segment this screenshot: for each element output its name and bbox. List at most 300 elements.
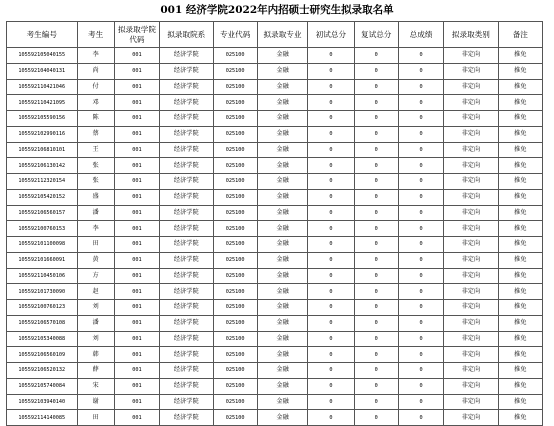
- cell-candidate-name: 王: [77, 142, 114, 158]
- cell-total-score: 0: [398, 394, 443, 410]
- cell-total-score: 0: [398, 284, 443, 300]
- cell-admission-type: 非定向: [444, 221, 498, 237]
- cell-admission-type: 非定向: [444, 410, 498, 426]
- cell-total-score: 0: [398, 347, 443, 363]
- cell-total-score: 0: [398, 221, 443, 237]
- cell-major-code: 025100: [213, 79, 257, 95]
- cell-major-code: 025100: [213, 378, 257, 394]
- cell-college-code: 001: [114, 410, 159, 426]
- cell-remarks: 推免: [498, 142, 542, 158]
- cell-retest-score: 0: [354, 79, 398, 95]
- cell-admission-type: 非定向: [444, 237, 498, 253]
- cell-candidate-id: 105592112320154: [7, 174, 78, 190]
- cell-college-code: 001: [114, 174, 159, 190]
- cell-admission-type: 非定向: [444, 315, 498, 331]
- cell-total-score: 0: [398, 142, 443, 158]
- cell-initial-score: 0: [308, 363, 354, 379]
- cell-candidate-name: 谢: [77, 394, 114, 410]
- cell-major-code: 025100: [213, 284, 257, 300]
- cell-candidate-id: 105592102990116: [7, 126, 78, 142]
- cell-initial-score: 0: [308, 126, 354, 142]
- cell-college-code: 001: [114, 126, 159, 142]
- cell-total-score: 0: [398, 111, 443, 127]
- cell-remarks: 推免: [498, 347, 542, 363]
- cell-major-code: 025100: [213, 205, 257, 221]
- page-title: 001 经济学院2022年内招硕士研究生拟录取名单: [160, 4, 394, 16]
- cell-major-code: 025100: [213, 174, 257, 190]
- cell-retest-score: 0: [354, 300, 398, 316]
- cell-candidate-name: 方: [77, 268, 114, 284]
- cell-remarks: 推免: [498, 410, 542, 426]
- cell-candidate-id: 105592105740084: [7, 378, 78, 394]
- cell-candidate-name: 宋: [77, 378, 114, 394]
- table-row: [7, 347, 543, 363]
- cell-remarks: 推免: [498, 252, 542, 268]
- table-row: [7, 284, 543, 300]
- cell-candidate-name: 邓: [77, 95, 114, 111]
- cell-candidate-name: 刘: [77, 331, 114, 347]
- header-row: [7, 22, 543, 48]
- cell-admission-type: 非定向: [444, 268, 498, 284]
- cell-candidate-id: 105592100760123: [7, 300, 78, 316]
- cell-candidate-id: 105592106130142: [7, 158, 78, 174]
- cell-candidate-name: 蔡: [77, 126, 114, 142]
- cell-retest-score: 0: [354, 237, 398, 253]
- table-row: [7, 79, 543, 95]
- cell-remarks: 推免: [498, 95, 542, 111]
- cell-candidate-id: 105592100760153: [7, 221, 78, 237]
- cell-total-score: 0: [398, 378, 443, 394]
- cell-remarks: 推免: [498, 221, 542, 237]
- cell-total-score: 0: [398, 300, 443, 316]
- cell-remarks: 推免: [498, 126, 542, 142]
- cell-major: 金融: [257, 394, 307, 410]
- cell-college-code: 001: [114, 331, 159, 347]
- cell-candidate-name: 田: [77, 237, 114, 253]
- cell-retest-score: 0: [354, 174, 398, 190]
- cell-candidate-id: 105592106560157: [7, 205, 78, 221]
- cell-remarks: 推免: [498, 363, 542, 379]
- table-row: [7, 174, 543, 190]
- cell-initial-score: 0: [308, 79, 354, 95]
- cell-department: 经济学院: [160, 315, 213, 331]
- cell-initial-score: 0: [308, 237, 354, 253]
- cell-retest-score: 0: [354, 142, 398, 158]
- cell-major-code: 025100: [213, 347, 257, 363]
- cell-major: 金融: [257, 410, 307, 426]
- cell-department: 经济学院: [160, 79, 213, 95]
- cell-college-code: 001: [114, 79, 159, 95]
- cell-retest-score: 0: [354, 394, 398, 410]
- table-row: [7, 252, 543, 268]
- cell-department: 经济学院: [160, 394, 213, 410]
- cell-admission-type: 非定向: [444, 95, 498, 111]
- cell-initial-score: 0: [308, 189, 354, 205]
- cell-department: 经济学院: [160, 300, 213, 316]
- cell-major-code: 025100: [213, 48, 257, 64]
- table-row: [7, 394, 543, 410]
- cell-remarks: 推免: [498, 394, 542, 410]
- cell-candidate-id: 105592105040155: [7, 48, 78, 64]
- cell-remarks: 推免: [498, 300, 542, 316]
- table-row: [7, 142, 543, 158]
- cell-retest-score: 0: [354, 284, 398, 300]
- cell-admission-type: 非定向: [444, 252, 498, 268]
- cell-retest-score: 0: [354, 315, 398, 331]
- cell-admission-type: 非定向: [444, 378, 498, 394]
- cell-major-code: 025100: [213, 300, 257, 316]
- cell-initial-score: 0: [308, 174, 354, 190]
- cell-initial-score: 0: [308, 268, 354, 284]
- table-row: [7, 237, 543, 253]
- cell-major: 金融: [257, 205, 307, 221]
- cell-department: 经济学院: [160, 221, 213, 237]
- header-total-score: 总成绩: [398, 22, 443, 48]
- cell-retest-score: 0: [354, 158, 398, 174]
- cell-initial-score: 0: [308, 284, 354, 300]
- header-candidate-id: 考生编号: [7, 22, 78, 48]
- cell-college-code: 001: [114, 111, 159, 127]
- cell-retest-score: 0: [354, 63, 398, 79]
- cell-total-score: 0: [398, 315, 443, 331]
- cell-department: 经济学院: [160, 363, 213, 379]
- cell-candidate-id: 105592105420152: [7, 189, 78, 205]
- cell-remarks: 推免: [498, 268, 542, 284]
- cell-department: 经济学院: [160, 410, 213, 426]
- cell-remarks: 推免: [498, 63, 542, 79]
- table-row: [7, 221, 543, 237]
- cell-retest-score: 0: [354, 221, 398, 237]
- cell-college-code: 001: [114, 205, 159, 221]
- cell-major-code: 025100: [213, 363, 257, 379]
- cell-candidate-id: 105592106520132: [7, 363, 78, 379]
- cell-admission-type: 非定向: [444, 142, 498, 158]
- cell-admission-type: 非定向: [444, 63, 498, 79]
- cell-total-score: 0: [398, 237, 443, 253]
- cell-department: 经济学院: [160, 48, 213, 64]
- cell-remarks: 推免: [498, 378, 542, 394]
- cell-total-score: 0: [398, 126, 443, 142]
- cell-remarks: 推免: [498, 205, 542, 221]
- cell-major: 金融: [257, 284, 307, 300]
- cell-major: 金融: [257, 142, 307, 158]
- cell-initial-score: 0: [308, 142, 354, 158]
- cell-college-code: 001: [114, 284, 159, 300]
- cell-admission-type: 非定向: [444, 158, 498, 174]
- cell-admission-type: 非定向: [444, 189, 498, 205]
- cell-initial-score: 0: [308, 300, 354, 316]
- cell-candidate-id: 105592110450106: [7, 268, 78, 284]
- cell-remarks: 推免: [498, 189, 542, 205]
- cell-department: 经济学院: [160, 378, 213, 394]
- cell-major: 金融: [257, 300, 307, 316]
- cell-total-score: 0: [398, 331, 443, 347]
- header-major-code: 专业代码: [213, 22, 257, 48]
- cell-college-code: 001: [114, 189, 159, 205]
- cell-retest-score: 0: [354, 95, 398, 111]
- cell-candidate-id: 105592106810101: [7, 142, 78, 158]
- cell-retest-score: 0: [354, 347, 398, 363]
- cell-department: 经济学院: [160, 205, 213, 221]
- cell-college-code: 001: [114, 142, 159, 158]
- cell-retest-score: 0: [354, 331, 398, 347]
- cell-major: 金融: [257, 315, 307, 331]
- cell-remarks: 推免: [498, 79, 542, 95]
- cell-college-code: 001: [114, 237, 159, 253]
- table-row: [7, 331, 543, 347]
- table-row: [7, 189, 543, 205]
- cell-major-code: 025100: [213, 158, 257, 174]
- cell-retest-score: 0: [354, 252, 398, 268]
- cell-candidate-name: 盛: [77, 189, 114, 205]
- cell-admission-type: 非定向: [444, 48, 498, 64]
- cell-major-code: 025100: [213, 394, 257, 410]
- cell-initial-score: 0: [308, 347, 354, 363]
- cell-admission-type: 非定向: [444, 347, 498, 363]
- cell-remarks: 推免: [498, 48, 542, 64]
- cell-admission-type: 非定向: [444, 174, 498, 190]
- cell-initial-score: 0: [308, 331, 354, 347]
- cell-candidate-name: 刘: [77, 300, 114, 316]
- cell-admission-type: 非定向: [444, 79, 498, 95]
- cell-candidate-name: 潘: [77, 315, 114, 331]
- cell-candidate-id: 105592110421095: [7, 95, 78, 111]
- cell-candidate-name: 黄: [77, 252, 114, 268]
- table-row: [7, 63, 543, 79]
- cell-candidate-name: 赵: [77, 284, 114, 300]
- header-major: 拟录取专业: [257, 22, 307, 48]
- cell-major: 金融: [257, 268, 307, 284]
- cell-department: 经济学院: [160, 142, 213, 158]
- cell-major: 金融: [257, 252, 307, 268]
- cell-major-code: 025100: [213, 126, 257, 142]
- cell-department: 经济学院: [160, 284, 213, 300]
- cell-total-score: 0: [398, 189, 443, 205]
- table-row: [7, 410, 543, 426]
- cell-major: 金融: [257, 237, 307, 253]
- cell-total-score: 0: [398, 79, 443, 95]
- cell-candidate-name: 付: [77, 79, 114, 95]
- table-row: [7, 300, 543, 316]
- cell-candidate-id: 105592104040131: [7, 63, 78, 79]
- cell-college-code: 001: [114, 315, 159, 331]
- cell-college-code: 001: [114, 63, 159, 79]
- cell-candidate-id: 105592105340088: [7, 331, 78, 347]
- cell-major-code: 025100: [213, 221, 257, 237]
- cell-retest-score: 0: [354, 363, 398, 379]
- cell-department: 经济学院: [160, 63, 213, 79]
- cell-initial-score: 0: [308, 252, 354, 268]
- cell-college-code: 001: [114, 252, 159, 268]
- cell-admission-type: 非定向: [444, 284, 498, 300]
- cell-department: 经济学院: [160, 189, 213, 205]
- header-retest-score: 复试总分: [354, 22, 398, 48]
- cell-retest-score: 0: [354, 126, 398, 142]
- table-row: [7, 111, 543, 127]
- cell-department: 经济学院: [160, 158, 213, 174]
- table-row: [7, 315, 543, 331]
- cell-major: 金融: [257, 174, 307, 190]
- cell-major: 金融: [257, 158, 307, 174]
- cell-initial-score: 0: [308, 315, 354, 331]
- cell-major: 金融: [257, 95, 307, 111]
- cell-remarks: 推免: [498, 315, 542, 331]
- cell-retest-score: 0: [354, 111, 398, 127]
- cell-initial-score: 0: [308, 63, 354, 79]
- cell-major-code: 025100: [213, 95, 257, 111]
- cell-initial-score: 0: [308, 410, 354, 426]
- cell-major-code: 025100: [213, 189, 257, 205]
- cell-college-code: 001: [114, 347, 159, 363]
- cell-retest-score: 0: [354, 268, 398, 284]
- cell-admission-type: 非定向: [444, 331, 498, 347]
- cell-remarks: 推免: [498, 331, 542, 347]
- cell-major-code: 025100: [213, 268, 257, 284]
- cell-major: 金融: [257, 79, 307, 95]
- cell-total-score: 0: [398, 158, 443, 174]
- cell-admission-type: 非定向: [444, 300, 498, 316]
- cell-department: 经济学院: [160, 126, 213, 142]
- cell-department: 经济学院: [160, 111, 213, 127]
- cell-department: 经济学院: [160, 95, 213, 111]
- table-row: [7, 378, 543, 394]
- cell-department: 经济学院: [160, 347, 213, 363]
- cell-candidate-name: 李: [77, 221, 114, 237]
- cell-candidate-id: 105592101660091: [7, 252, 78, 268]
- cell-candidate-id: 105592105590156: [7, 111, 78, 127]
- cell-remarks: 推免: [498, 111, 542, 127]
- cell-department: 经济学院: [160, 252, 213, 268]
- cell-initial-score: 0: [308, 378, 354, 394]
- cell-remarks: 推免: [498, 158, 542, 174]
- cell-department: 经济学院: [160, 268, 213, 284]
- cell-department: 经济学院: [160, 174, 213, 190]
- cell-major: 金融: [257, 111, 307, 127]
- cell-candidate-name: 尚: [77, 63, 114, 79]
- cell-initial-score: 0: [308, 394, 354, 410]
- cell-candidate-id: 105592110421046: [7, 79, 78, 95]
- cell-admission-type: 非定向: [444, 111, 498, 127]
- cell-total-score: 0: [398, 174, 443, 190]
- cell-college-code: 001: [114, 300, 159, 316]
- cell-retest-score: 0: [354, 410, 398, 426]
- cell-college-code: 001: [114, 363, 159, 379]
- cell-admission-type: 非定向: [444, 394, 498, 410]
- table-row: [7, 158, 543, 174]
- cell-total-score: 0: [398, 48, 443, 64]
- cell-total-score: 0: [398, 205, 443, 221]
- cell-college-code: 001: [114, 378, 159, 394]
- cell-major-code: 025100: [213, 237, 257, 253]
- header-admission-type: 拟录取类别: [444, 22, 498, 48]
- table-row: [7, 48, 543, 64]
- cell-retest-score: 0: [354, 205, 398, 221]
- cell-candidate-name: 李: [77, 48, 114, 64]
- cell-initial-score: 0: [308, 111, 354, 127]
- cell-candidate-id: 105592101730090: [7, 284, 78, 300]
- table-row: [7, 126, 543, 142]
- cell-candidate-name: 陈: [77, 111, 114, 127]
- cell-major: 金融: [257, 378, 307, 394]
- cell-major: 金融: [257, 221, 307, 237]
- cell-total-score: 0: [398, 363, 443, 379]
- cell-major-code: 025100: [213, 142, 257, 158]
- cell-major: 金融: [257, 347, 307, 363]
- cell-candidate-id: 105592106560109: [7, 347, 78, 363]
- cell-major-code: 025100: [213, 315, 257, 331]
- cell-major: 金融: [257, 126, 307, 142]
- header-remarks: 备注: [498, 22, 542, 48]
- cell-candidate-id: 105592101100098: [7, 237, 78, 253]
- header-candidate-name: 考生: [77, 22, 114, 48]
- cell-initial-score: 0: [308, 48, 354, 64]
- cell-retest-score: 0: [354, 378, 398, 394]
- cell-admission-type: 非定向: [444, 363, 498, 379]
- cell-major-code: 025100: [213, 111, 257, 127]
- cell-remarks: 推免: [498, 174, 542, 190]
- cell-candidate-name: 田: [77, 410, 114, 426]
- cell-major-code: 025100: [213, 63, 257, 79]
- cell-admission-type: 非定向: [444, 205, 498, 221]
- cell-candidate-id: 105592106570108: [7, 315, 78, 331]
- admission-table: [6, 21, 543, 426]
- cell-retest-score: 0: [354, 48, 398, 64]
- cell-major: 金融: [257, 48, 307, 64]
- cell-college-code: 001: [114, 268, 159, 284]
- cell-initial-score: 0: [308, 95, 354, 111]
- cell-department: 经济学院: [160, 237, 213, 253]
- cell-total-score: 0: [398, 268, 443, 284]
- cell-candidate-name: 潘: [77, 205, 114, 221]
- cell-total-score: 0: [398, 63, 443, 79]
- table-row: [7, 363, 543, 379]
- cell-major: 金融: [257, 363, 307, 379]
- table-row: [7, 205, 543, 221]
- cell-total-score: 0: [398, 410, 443, 426]
- cell-admission-type: 非定向: [444, 126, 498, 142]
- cell-remarks: 推免: [498, 284, 542, 300]
- cell-candidate-name: 韩: [77, 347, 114, 363]
- cell-initial-score: 0: [308, 221, 354, 237]
- cell-total-score: 0: [398, 252, 443, 268]
- cell-college-code: 001: [114, 95, 159, 111]
- cell-major-code: 025100: [213, 410, 257, 426]
- table-row: [7, 95, 543, 111]
- cell-major-code: 025100: [213, 252, 257, 268]
- cell-initial-score: 0: [308, 205, 354, 221]
- header-initial-score: 初试总分: [308, 22, 354, 48]
- cell-major-code: 025100: [213, 331, 257, 347]
- cell-total-score: 0: [398, 95, 443, 111]
- cell-college-code: 001: [114, 158, 159, 174]
- table-row: [7, 268, 543, 284]
- cell-candidate-id: 105592114140085: [7, 410, 78, 426]
- cell-initial-score: 0: [308, 158, 354, 174]
- cell-major: 金融: [257, 189, 307, 205]
- cell-candidate-name: 张: [77, 174, 114, 190]
- table-body: [7, 48, 543, 426]
- header-department: 拟录取院系: [160, 22, 213, 48]
- cell-college-code: 001: [114, 48, 159, 64]
- cell-retest-score: 0: [354, 189, 398, 205]
- cell-major: 金融: [257, 63, 307, 79]
- cell-major: 金融: [257, 331, 307, 347]
- cell-college-code: 001: [114, 394, 159, 410]
- cell-college-code: 001: [114, 221, 159, 237]
- header-college-code: 拟录取学院代码: [114, 22, 159, 48]
- cell-remarks: 推免: [498, 237, 542, 253]
- cell-candidate-name: 张: [77, 158, 114, 174]
